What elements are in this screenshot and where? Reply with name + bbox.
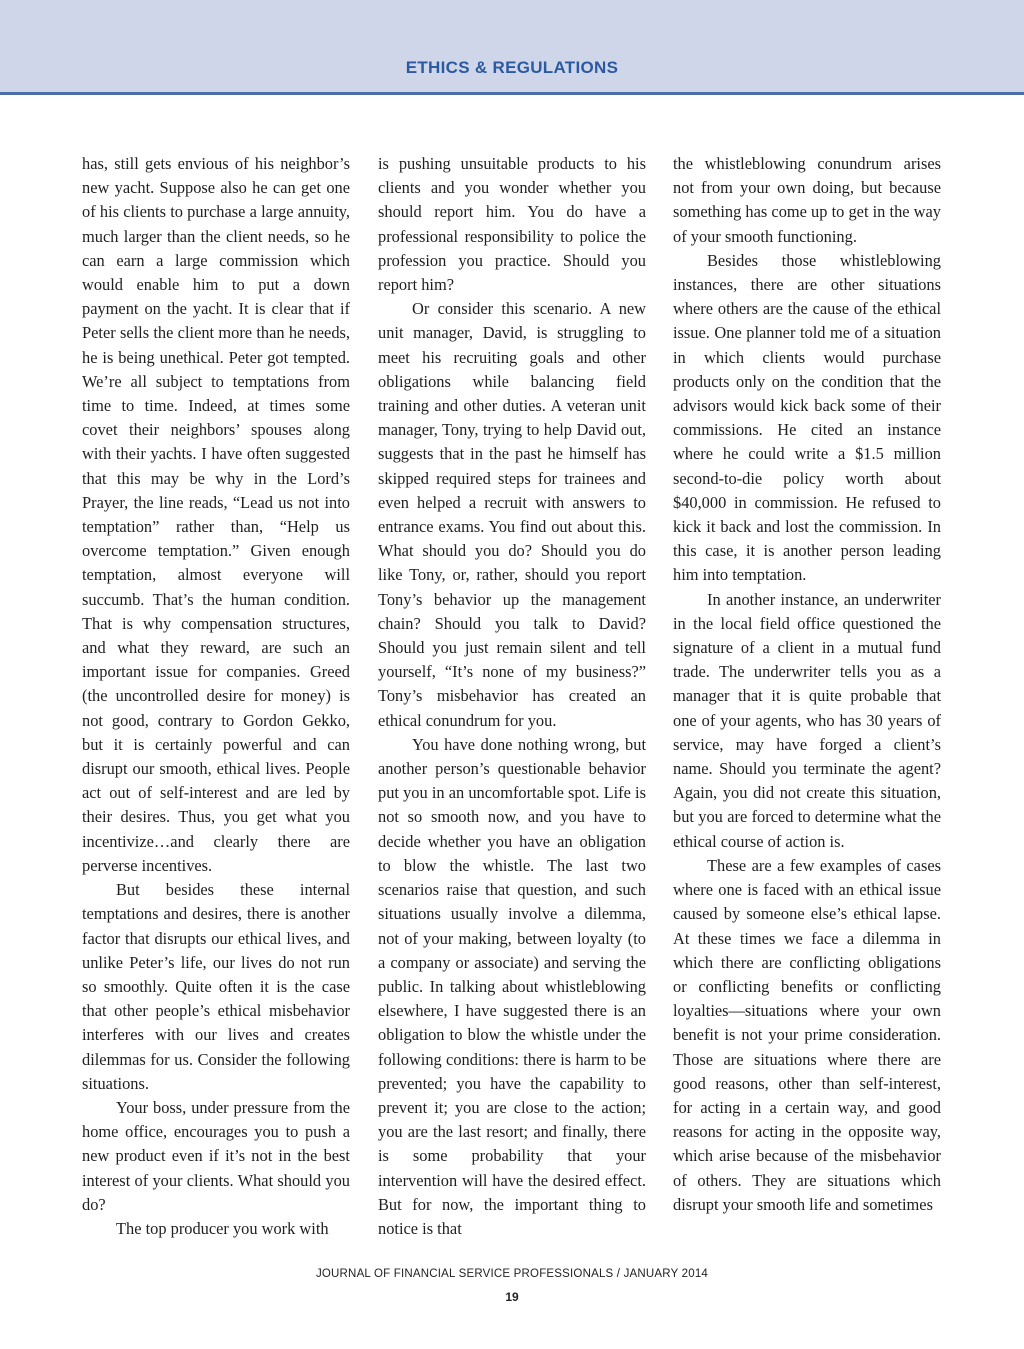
paragraph: has, still gets envious of his neighbor’s new yacht. Suppose also he can get one of his clients to purchase a large annuity, much larger than the client needs, so he can earn a large commission which would enable him to put a down payment on the yacht. It is clear that if Peter sells the client more than he needs, he is being unethical. Peter got tempted. We’re all subject to temptations from time to time. Indeed, at times some covet their neighbors’ spouses along with their yachts. I have often suggested that this may be why in the Lord’s Prayer, the line reads, “Lead us not into temptation” rather than, “Help us overcome temptation.” Given enough temptation, almost everyone will succumb. That’s the human condition. That is why compensation structures, and what they reward, are such an important issue for companies. Greed (the uncontrolled desire for money) is not good, contrary to Gordon Gekko, but it is certainly powerful and can disrupt our smooth, ethical lives. People act out of self-interest and are led by their desires. Thus, you get what you incentivize…and clearly there are perverse incentives. xyxy=(82,154,350,875)
journal-footer: JOURNAL OF FINANCIAL SERVICE PROFESSIONALS / JANUARY 2014 xyxy=(315,1268,709,1280)
paragraph: In another instance, an underwriter in the local field office questioned the signature of a client in a mutual fund trade. The underwriter tells you as a manager that it is quite probable that one of your agents, who has 30 years of service, may have forged a client’s name. Should you terminate the agent? Again, you did not create this situation, but you are forced to determine what the ethical course of action is. xyxy=(673,589,941,851)
paragraph: The top producer you work with xyxy=(116,1218,329,1238)
paragraph: Your boss, under pressure from the home office, encourages you to push a new product even if it’s not in the best interest of your clients. What should you do? xyxy=(82,1097,350,1214)
paragraph: Or consider this scenario. A new unit manager, David, is struggling to meet his recruiting goals and other obligations while balancing field training and other duties. A veteran unit manager, Tony, trying to help David out, suggests that in the past he himself has skipped required steps for trainees and even helped a recruit with answers to entrance exams. You find out about this. What should you do? Should you do like Tony, or, rather, should you report Tony’s behavior up the management chain? Should you talk to David? Should you just remain silent and tell yourself, “It’s none of my business?” Tony’s misbehavior has created an ethical conundrum for you. xyxy=(378,299,646,730)
section-title: ETHICS & REGULATIONS xyxy=(405,58,619,77)
paragraph: Besides those whistleblowing instances, there are other situations where others are the cause of the ethical issue. One planner told me of a situation in which clients would purchase products only on the condition that the advisors would kick back some of their commissions. He cited an instance where he could write a $1.5 million second-to-die policy worth about $40,000 in commission. He refused to kick it back and lost the commission. In this case, it is another person leading him into temptation. xyxy=(673,250,941,585)
paragraph: the whistleblowing conundrum arises not from your own doing, but because something has come up to get in the way of your smooth functioning. xyxy=(673,154,941,246)
paragraph: But besides these internal temptations and desires, there is another factor that disrupts our ethical lives, and unlike Peter’s life, our lives do not run so smoothly. Quite often it is the case that other people’s ethical misbehavior interferes with our lives and creates dilemmas for us. Consider the following situations. xyxy=(82,880,350,1093)
page-number: 19 xyxy=(505,1290,519,1304)
column-2 xyxy=(378,152,646,1241)
paragraph: is pushing unsuitable products to his clients and you wonder whether you should report him. You do have a professional responsibility to police the profession you practice. Should you report him? xyxy=(378,154,646,295)
header-band xyxy=(0,0,1024,95)
paragraph: You have done nothing wrong, but another person’s questionable behavior put you in an uncomfortable spot. Life is not so smooth now, and you have to decide whether you have an obligation to blow the whistle. The last two scenarios raise that question, and such situations usually involve a dilemma, not of your making, between loyalty (to a company or associate) and serving the public. In talking about whistleblowing elsewhere, I have suggested there is an obligation to blow the whistle under the following conditions: there is harm to be prevented; you have the capability to prevent it; you are close to the action; you are the last resort; and finally, there is some probability that your intervention will have the desired effect. But for now, the important thing to notice is that xyxy=(378,734,646,1238)
paragraph: These are a few examples of cases where one is faced with an ethical issue caused by someone else’s ethical lapse. At these times we face a dilemma in which there are conflicting obligations or conflicting benefits or conflicting loyalties—situations where your own benefit is not your prime consideration. Those are situations where there are good reasons, other than self-interest, for acting in a certain way, and good reasons for acting in the opposite way, which arise because of the misbehavior of others. They are situations which disrupt your smooth life and sometimes xyxy=(673,855,941,1214)
column-3 xyxy=(673,152,941,1217)
column-1 xyxy=(82,152,350,1241)
